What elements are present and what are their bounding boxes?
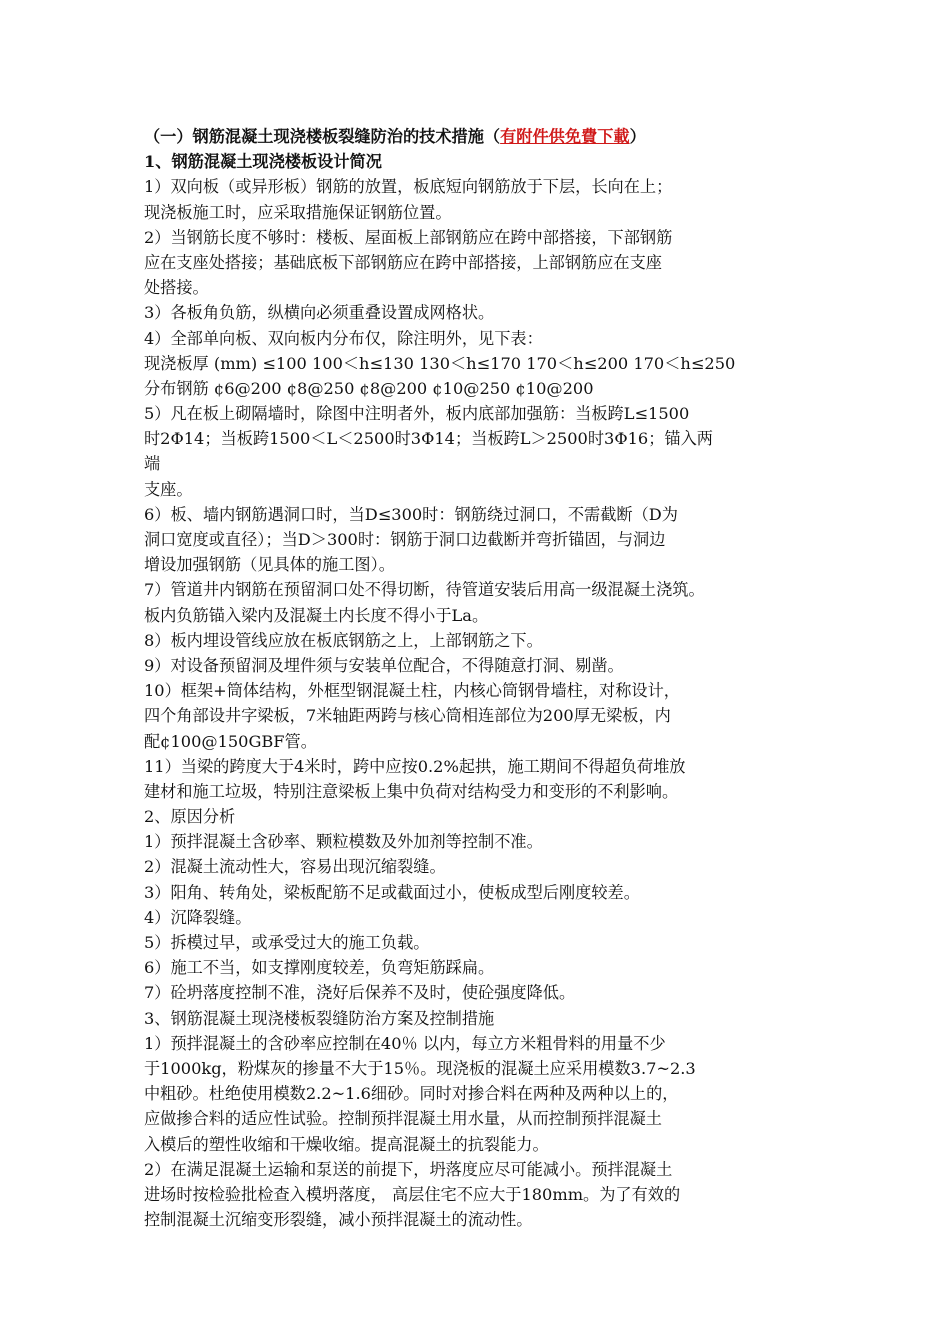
text-line: 1）预拌混凝土的含砂率应控制在40％ 以内，每立方米粗骨料的用量不少 — [144, 1033, 666, 1053]
text-line: 中粗砂。杜绝使用模数2.2~1.6细砂。同时对掺合料在两种及两种以上的， — [144, 1084, 679, 1104]
text-line: 应在支座处搭接；基础底板下部钢筋应在跨中部搭接，上部钢筋应在支座 — [144, 252, 662, 272]
text-line: 配¢100@150GBF管。 — [144, 731, 317, 751]
text-line: 6）板、墙内钢筋遇洞口时，当D≤300时：钢筋绕过洞口，不需截断（D为 — [144, 504, 678, 524]
text-line: 2）当钢筋长度不够时：楼板、屋面板上部钢筋应在跨中部搭接，下部钢筋 — [144, 227, 673, 247]
text-line: 3）各板角负筋，纵横向必须重叠设置成网格状。 — [144, 303, 495, 323]
text-line: 7）管道井内钢筋在预留洞口处不得切断，待管道安装后用高一级混凝土浇筑。 — [144, 580, 705, 600]
text-line: 洞口宽度或直径）；当D＞300时：钢筋于洞口边截断并弯折锚固，与洞边 — [144, 530, 666, 549]
text-line: 4）沉降裂缝。 — [144, 907, 252, 927]
text-line: 7）砼坍落度控制不准，浇好后保养不及时，使砼强度降低。 — [144, 983, 576, 1003]
text-line: 2）在满足混凝土运输和泵送的前提下，坍落度应尽可能减小。预拌混凝土 — [144, 1159, 673, 1179]
text-line: 于1000kg，粉煤灰的掺量不大于15％。现浇板的混凝土应采用模数3.7~2.3 — [144, 1058, 696, 1078]
text-line: 入模后的塑性收缩和干燥收缩。提高混凝土的抗裂能力。 — [144, 1134, 549, 1154]
text-line: 板内负筋锚入梁内及混凝土内长度不得小于La。 — [144, 605, 489, 625]
text-line: 控制混凝土沉缩变形裂缝，减小预拌混凝土的流动性。 — [144, 1210, 533, 1230]
text-line: 11）当梁的跨度大于4米时，跨中应按0.2%起拱，施工期间不得超负荷堆放 — [144, 756, 686, 776]
title-prefix: （一）钢筋混凝土现浇楼板裂缝防治的技术措施（ — [144, 127, 501, 146]
text-line: 现浇板施工时，应采取措施保证钢筋位置。 — [144, 202, 452, 222]
section-title — [144, 124, 944, 149]
document-body — [144, 124, 944, 1232]
text-line: 5）拆模过早，或承受过大的施工负载。 — [144, 933, 430, 952]
text-line: 10）框架+筒体结构，外框型钢混凝土柱，内核心筒钢骨墙柱，对称设计， — [144, 681, 680, 701]
text-line: 端 — [144, 454, 161, 474]
text-line: 1）双向板（或异形板）钢筋的放置，板底短向钢筋放于下层，长向在上； — [144, 177, 673, 197]
text-line: 进场时按检验批检查入模坍落度， 高层住宅不应大于180mm。为了有效的 — [144, 1184, 681, 1204]
text-line: 支座。 — [144, 479, 193, 499]
text-line: 建材和施工垃圾，特别注意梁板上集中负荷对结构受力和变形的不利影响。 — [144, 781, 679, 801]
text-line: 8）板内埋设管线应放在板底钢筋之上，上部钢筋之下。 — [144, 630, 543, 650]
text-line: 4）全部单向板、双向板内分布仅，除注明外，见下表： — [144, 328, 543, 348]
text-line: 3、钢筋混凝土现浇楼板裂缝防治方案及控制措施 — [144, 1008, 495, 1028]
text-line: 四个角部设井字梁板，7米轴距两跨与核心筒相连部位为200厚无梁板，内 — [144, 706, 671, 726]
text-line: 6）施工不当，如支撑刚度较差，负弯矩筋踩扁。 — [144, 958, 495, 978]
text-line: 5）凡在板上砌隔墙时，除图中注明者外，板内底部加强筋：当板跨L≤1500 — [144, 404, 690, 424]
text-line: 3）阳角、转角处，梁板配筋不足或截面过小，使板成型后刚度较差。 — [144, 882, 640, 902]
download-link[interactable]: 有附件供免費下載 — [500, 127, 630, 146]
text-line: 处搭接。 — [144, 278, 209, 298]
title-suffix: ） — [629, 127, 646, 146]
text-line: 应做掺合料的适应性试验。控制预拌混凝土用水量，从而控制预拌混凝土 — [144, 1109, 662, 1129]
text-line: 现浇板厚 (mm) ≤100 100＜h≤130 130＜h≤170 170＜h≤200 170＜h≤250 — [144, 353, 736, 373]
text-line: 分布钢筋 ¢6@200 ¢8@250 ¢8@200 ¢10@250 ¢10@200 — [144, 378, 594, 398]
text-line: 时2Φ14；当板跨1500＜L＜2500时3Φ14；当板跨L＞2500时3Φ16；锚入两 — [144, 429, 713, 449]
text-line: 2、原因分析 — [144, 807, 236, 827]
text-line: 9）对设备预留洞及埋件须与安装单位配合，不得随意打洞、剔凿。 — [144, 655, 624, 675]
text-line: 1）预拌混凝土含砂率、颗粒模数及外加剂等控制不准。 — [144, 832, 543, 852]
text-line: 1、钢筋混凝土现浇楼板设计简况 — [144, 152, 382, 172]
text-line: 2）混凝土流动性大，容易出现沉缩裂缝。 — [144, 857, 446, 877]
text-line: 增设加强钢筋（见具体的施工图）。 — [144, 555, 395, 575]
